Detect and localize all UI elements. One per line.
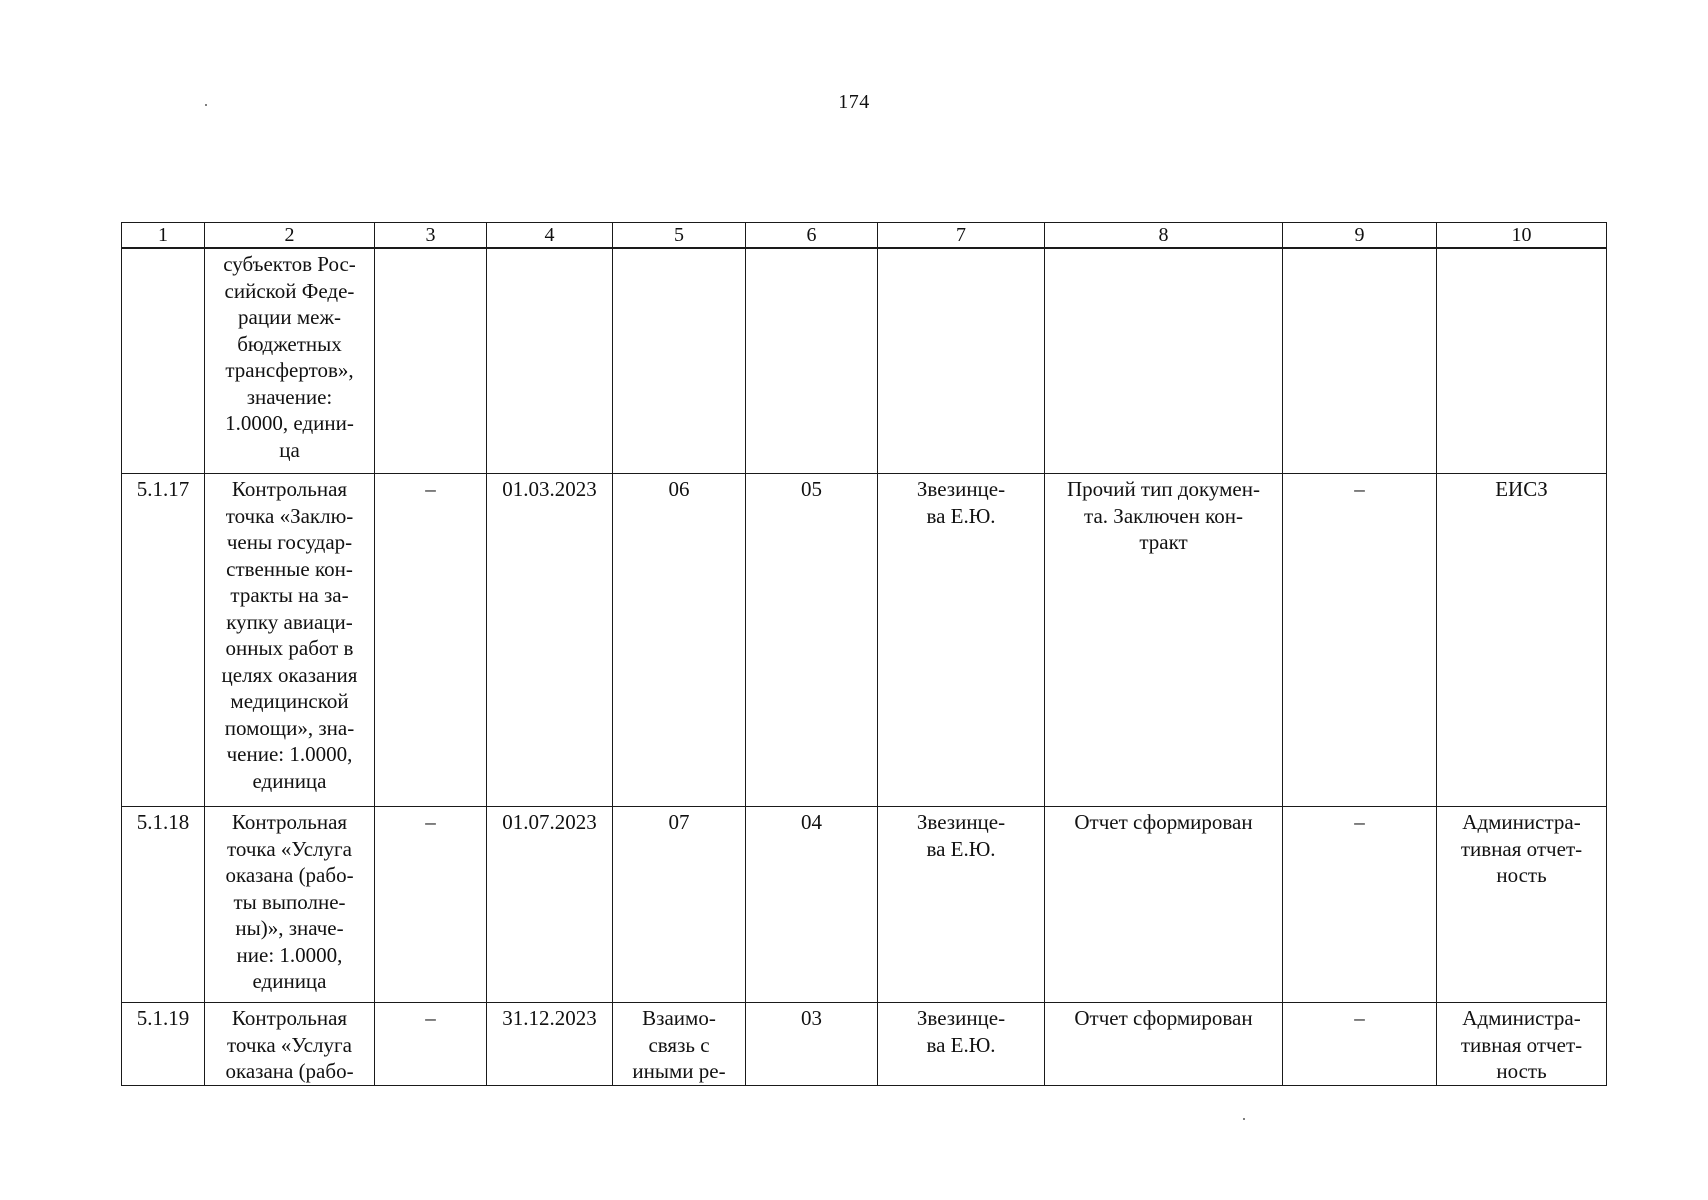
table-header-row <box>122 223 1607 249</box>
table-cell <box>1283 248 1437 474</box>
table-cell <box>746 248 878 474</box>
table-row <box>122 807 1607 1003</box>
responsible-cell: Звезинце- ва Е.Ю. <box>878 807 1045 1003</box>
column-header: 8 <box>1045 223 1283 249</box>
responsible-cell: Звезинце- ва Е.Ю. <box>878 1003 1045 1086</box>
description-cell: субъектов Рос- сийской Феде- рации меж- бюджетных трансфертов», значение: 1.0000, едини- ца <box>205 248 375 474</box>
table-cell: 03 <box>746 1003 878 1086</box>
table-cell: Взаимо- связь с иными ре- <box>613 1003 746 1086</box>
description-cell: Контрольная точка «Услуга оказана (рабо- <box>205 1003 375 1086</box>
column-header: 10 <box>1437 223 1607 249</box>
table-cell: 06 <box>613 474 746 807</box>
table-cell: – <box>1283 474 1437 807</box>
table-cell <box>613 248 746 474</box>
document-type-cell <box>1045 248 1283 474</box>
table-cell: 04 <box>746 807 878 1003</box>
row-number-cell: 5.1.19 <box>122 1003 205 1086</box>
source-cell <box>1437 248 1607 474</box>
column-header: 7 <box>878 223 1045 249</box>
description-cell: Контрольная точка «Заклю- чены государ- ственные кон- тракты на за- купку авиаци- онных работ в целях оказания медицинской помощи», зна- чение: 1.0000, единица <box>205 474 375 807</box>
column-header: 2 <box>205 223 375 249</box>
date-cell: 31.12.2023 <box>487 1003 613 1086</box>
scan-speck <box>1243 1118 1245 1120</box>
table-row <box>122 474 1607 807</box>
responsible-cell <box>878 248 1045 474</box>
row-number-cell <box>122 248 205 474</box>
document-type-cell: Отчет сформирован <box>1045 807 1283 1003</box>
table-cell <box>375 248 487 474</box>
date-cell: 01.07.2023 <box>487 807 613 1003</box>
date-cell: 01.03.2023 <box>487 474 613 807</box>
table-cell: – <box>1283 1003 1437 1086</box>
date-cell <box>487 248 613 474</box>
table-cell: 05 <box>746 474 878 807</box>
source-cell: Администра- тивная отчет- ность <box>1437 807 1607 1003</box>
table-cell: – <box>1283 807 1437 1003</box>
column-header: 6 <box>746 223 878 249</box>
document-type-cell: Отчет сформирован <box>1045 1003 1283 1086</box>
column-header: 9 <box>1283 223 1437 249</box>
table-cell: 07 <box>613 807 746 1003</box>
table-cell: – <box>375 1003 487 1086</box>
document-type-cell: Прочий тип докумен- та. Заключен кон- тракт <box>1045 474 1283 807</box>
table-row <box>122 248 1607 474</box>
column-header: 1 <box>122 223 205 249</box>
table-row <box>122 1003 1607 1086</box>
page-number: 174 <box>838 91 870 113</box>
scan-speck <box>205 104 207 106</box>
table-cell: – <box>375 474 487 807</box>
source-cell: Администра- тивная отчет- ность <box>1437 1003 1607 1086</box>
table-cell: – <box>375 807 487 1003</box>
column-header: 4 <box>487 223 613 249</box>
row-number-cell: 5.1.18 <box>122 807 205 1003</box>
column-header: 5 <box>613 223 746 249</box>
responsible-cell: Звезинце- ва Е.Ю. <box>878 474 1045 807</box>
document-table <box>121 222 1607 1086</box>
description-cell: Контрольная точка «Услуга оказана (рабо- ты выполне- ны)», значе- ние: 1.0000, единица <box>205 807 375 1003</box>
row-number-cell: 5.1.17 <box>122 474 205 807</box>
source-cell: ЕИСЗ <box>1437 474 1607 807</box>
column-header: 3 <box>375 223 487 249</box>
